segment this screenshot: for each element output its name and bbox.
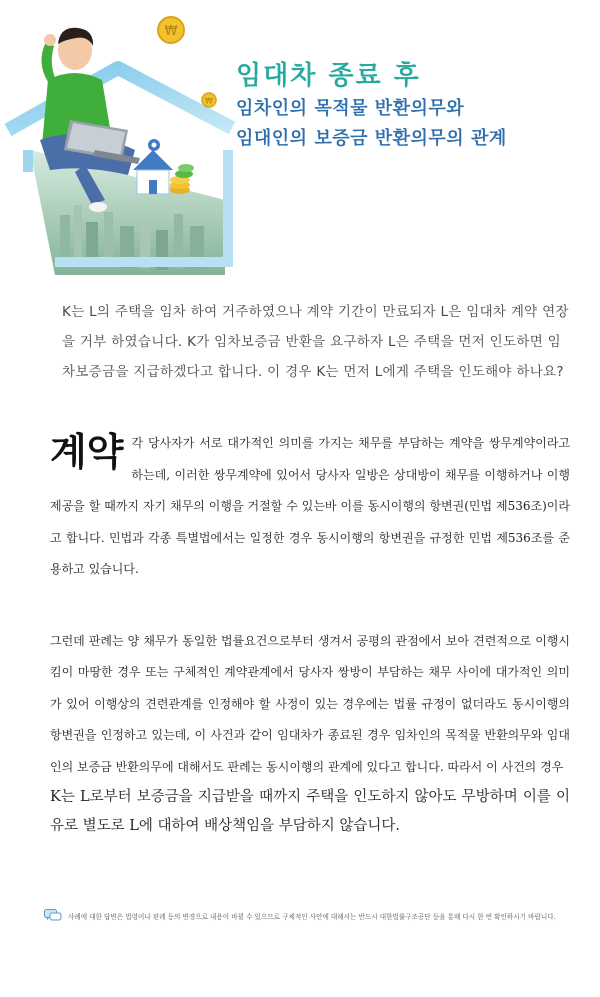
speech-bubble-icon <box>44 909 62 923</box>
dropcap-heading: 계약 <box>50 429 124 474</box>
answer-paragraph-1-text: 각 당사자가 서로 대가적인 의미를 가지는 채무를 부담하는 계약을 쌍무계약이라고 하는데, 이러한 쌍무계약에 있어서 당사자 일방은 상대방이 채무를 이행하거나 이행 제공을 할 때까지 자기 채무의 이행을 거절할 수 있는바 이를 동시이행의 항변권(민법 제536조)이라고 합니다. 민법과 각종 특별법에서는 일정한 경우 동시이행의 항변권을 규정한 민법 제536조를 준용하고 있습니다. <box>50 436 570 576</box>
disclaimer-text: 사례에 대한 답변은 법령이나 판례 등의 변경으로 내용이 바뀔 수 있으므로 구체적인 사안에 대해서는 반드시 대한법률구조공단 등을 통해 다시 한 번 확인하시기 바랍니다. <box>68 913 556 921</box>
hero-illustration <box>0 0 600 280</box>
page-subtitle-line1: 임차인의 목적물 반환의무와 <box>236 98 465 119</box>
page-subtitle-line2: 임대인의 보증금 반환의무의 관계 <box>236 128 507 149</box>
answer-conclusion: K는 L로부터 보증금을 지급받을 때까지 주택을 인도하지 않아도 무방하며 이를 이유로 별도로 L에 대하여 배상책임을 부담하지 않습니다. <box>50 789 570 834</box>
answer-paragraph-1 <box>50 428 570 586</box>
small-house-icon <box>133 139 173 194</box>
svg-text:₩: ₩ <box>205 96 213 106</box>
question-text: K는 L의 주택을 임차 하여 거주하였으나 계약 기간이 만료되자 L은 임대차 계약 연장을 거부 하였습니다. K가 임차보증금 반환을 요구하자 L은 주택을 먼저 인도하면 임차보증금을 지급하겠다고 합니다. 이 경우 K는 먼저 L에게 주택을 인도해야 하나요? <box>62 304 569 380</box>
answer-paragraph-2-text: 그런데 판례는 양 채무가 동일한 법률요건으로부터 생겨서 공평의 관점에서 보아 견련적으로 이행시킴이 마땅한 경우 또는 구체적인 계약관계에서 당사자 쌍방이 부담하는 채무 사이에 대가적인 의미가 있어 이행상의 견련관계를 인정해야 할 사정이 있는 경우에는 법률 규정이 없더라도 동시이행의 항변권을 인정하고 있는데, 이 사건과 같이 임대차가 종료된 경우 임차인의 목적물 반환의무와 임대인의 보증금 반환의무에 대해서도 판례는 동시이행의 관계에 있다고 합니다. 따라서 이 사건의 경우 <box>50 633 570 774</box>
title-block <box>236 58 586 154</box>
answer-paragraph-2 <box>50 626 570 842</box>
disclaimer <box>44 906 574 926</box>
page-title: 임대차 종료 후 <box>236 61 421 91</box>
coin-stack-icon <box>170 164 194 194</box>
svg-text:₩: ₩ <box>164 24 178 39</box>
answer-section <box>50 428 570 841</box>
